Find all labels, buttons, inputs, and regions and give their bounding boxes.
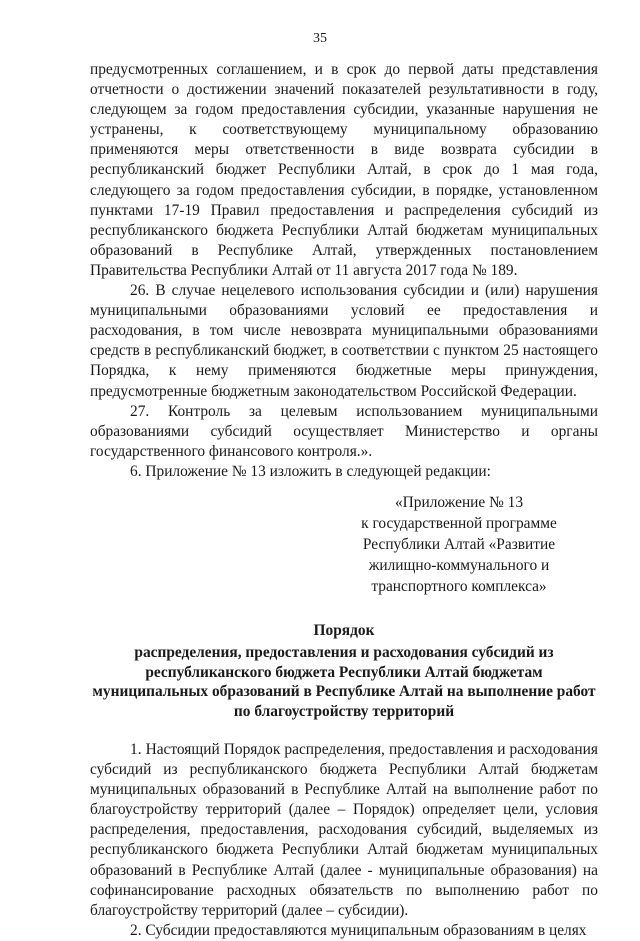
paragraph-item-1: 1. Настоящий Порядок распределения, предоставления и расходования субсидий из республиканского бюджета Республики Алтай бюджетам муниципальных образований в Республике Алтай на выполнение работ по благоустройству территорий (далее – Порядок) определяет цели, условия распределения, предоставления, расходования субсидий, выделяемых из республиканского бюджета Республики Алтай бюджетам муниципальных образований в Республике Алтай (далее - муниципальные образования) на софинансирование расходных обязательств по выполнению работ по благоустройству территорий (далее – субсидии). (90, 740, 598, 919)
appendix-line: «Приложение № 13 (394, 493, 524, 511)
paragraph-item-2: 2. Субсидии предоставляются муниципальным образованиям в целях (130, 921, 587, 939)
document-body (90, 60, 598, 941)
paragraph-item-27: 27. Контроль за целевым использованием муниципальными образованиями субсидий осуществляет Министерство и органы государственного финансового контроля.». (90, 402, 598, 460)
paragraph-item-6: 6. Приложение № 13 изложить в следующей редакции: (130, 462, 491, 480)
title-line: муниципальных образований в Республике Алтай на выполнение работ (92, 683, 596, 701)
title-line: по благоустройству территорий (233, 703, 455, 721)
title-line: распределения, предоставления и расходования субсидий из (134, 643, 554, 661)
appendix-line: жилищно-коммунального и (368, 556, 550, 574)
appendix-line: Республики Алтай «Развитие (362, 535, 556, 553)
appendix-header (326, 492, 592, 597)
title-line: республиканского бюджета Республики Алтай бюджетам (145, 663, 543, 681)
appendix-line: транспортного комплекса» (371, 577, 547, 595)
paragraph-continuation: предусмотренных соглашением, и в срок до первой даты представления отчетности о достижении значений показателей результативности в году, следующем за годом предоставления субсидии, указанные нарушения не устранены, к соответствующему муниципальному образованию применяются меры ответственности в виде возврата субсидии в республиканский бюджет Республики Алтай, в срок до 1 мая года, следующего за годом предоставления субсидии, в порядке, установленном пунктами 17-19 Правил предоставления и распределения субсидий из республиканского бюджета Республики Алтай бюджетам муниципальных образований в Республике Алтай, утвержденных постановлением Правительства Республики Алтай от 11 августа 2017 года № 189. (90, 61, 598, 279)
title-heading: Порядок (313, 621, 375, 639)
appendix-line: к государственной программе (361, 514, 557, 532)
page-number: 35 (313, 31, 327, 46)
document-title (90, 621, 598, 722)
paragraph-item-26: 26. В случае нецелевого использования субсидии и (или) нарушения муниципальными образованиями условий ее предоставления и расходования, в том числе невозврата муниципальными образованиями средств в республиканский бюджет, в соответствии с пунктом 25 настоящего Порядка, к нему применяются бюджетные меры принуждения, предусмотренные бюджетным законодательством Российской Федерации. (90, 282, 598, 400)
